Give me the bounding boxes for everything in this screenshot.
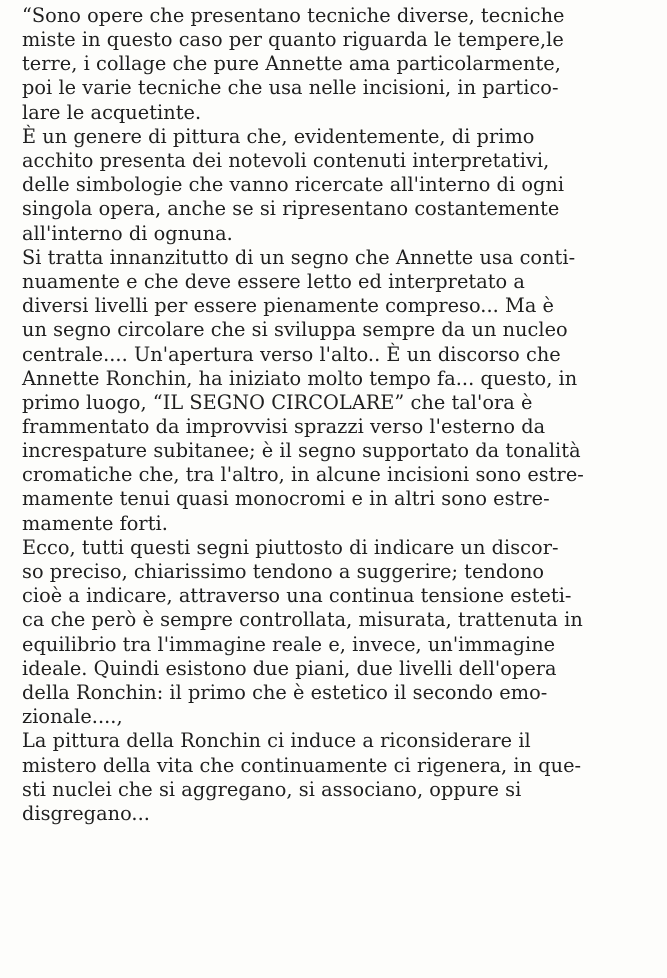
text-line: lare le acquetinte. — [22, 100, 202, 124]
text-line: cromatiche che, tra l'altro, in alcune incisioni sono estre- — [22, 463, 584, 487]
paragraph-4 — [22, 536, 662, 729]
text-line: equilibrio tra l'immagine reale e, invece, un'immagine — [22, 632, 556, 656]
text-line: ca che però è sempre controllata, misurata, trattenuta in — [22, 608, 583, 632]
paragraph-3 — [22, 246, 662, 536]
text-line: nuamente e che deve essere letto ed interpretato a — [22, 270, 525, 294]
text-line: Si tratta innanzitutto di un segno che Annette usa conti- — [22, 246, 576, 269]
text-line: primo luogo, “IL SEGNO CIRCOLARE” che tal'ora è — [22, 390, 533, 414]
text-line: acchito presenta dei notevoli contenuti interpretativi, — [22, 149, 550, 173]
text-line: singola opera, anche se si ripresentano costantemente — [22, 197, 560, 221]
paragraph-5 — [22, 729, 662, 826]
text-line: terre, i collage che pure Annette ama particolarmente, — [22, 52, 561, 76]
text-line: frammentato da improvvisi sprazzi verso l'esterno da — [22, 414, 546, 438]
text-line: Annette Ronchin, ha iniziato molto tempo fa... questo, in — [22, 366, 578, 390]
text-line: sti nuclei che si aggregano, si associano, oppure si — [22, 777, 522, 801]
text-line: centrale.... Un'apertura verso l'alto.. È un discorso che — [22, 342, 561, 366]
text-line: diversi livelli per essere pienamente compreso... Ma è — [22, 294, 555, 318]
text-line: cioè a indicare, attraverso una continua tensione esteti- — [22, 584, 572, 608]
text-line: delle simbologie che vanno ricercate all'interno di ogni — [22, 173, 565, 197]
text-line: mistero della vita che continuamente ci rigenera, in que- — [22, 753, 582, 777]
text-line: poi le varie tecniche che usa nelle incisioni, in partico- — [22, 76, 559, 100]
text-line: disgregano... — [22, 801, 150, 825]
text-line: ideale. Quindi esistono due piani, due livelli dell'opera — [22, 656, 557, 680]
text-line: della Ronchin: il primo che è estetico il secondo emo- — [22, 680, 548, 704]
paragraph-1 — [22, 4, 662, 125]
text-line: mamente tenui quasi monocromi e in altri sono estre- — [22, 487, 550, 511]
paragraph-2 — [22, 125, 662, 246]
text-line: È un genere di pittura che, evidentemente, di primo — [22, 125, 535, 148]
text-line: mamente forti. — [22, 511, 168, 535]
text-line: un segno circolare che si sviluppa sempre da un nucleo — [22, 318, 568, 342]
text-line: La pittura della Ronchin ci induce a riconsiderare il — [22, 729, 531, 753]
text-line: Ecco, tutti questi segni piuttosto di indicare un discor- — [22, 535, 559, 559]
text-line: so preciso, chiarissimo tendono a suggerire; tendono — [22, 560, 545, 584]
text-line: “Sono opere che presentano tecniche diverse, tecniche — [22, 4, 565, 27]
text-line: zionale...., — [22, 704, 123, 728]
text-line: increspature subitanee; è il segno supportato da tonalità — [22, 439, 581, 463]
article-text — [22, 4, 662, 826]
text-line: miste in questo caso per quanto riguarda le tempere,le — [22, 28, 564, 52]
text-line: all'interno di ognuna. — [22, 221, 233, 245]
